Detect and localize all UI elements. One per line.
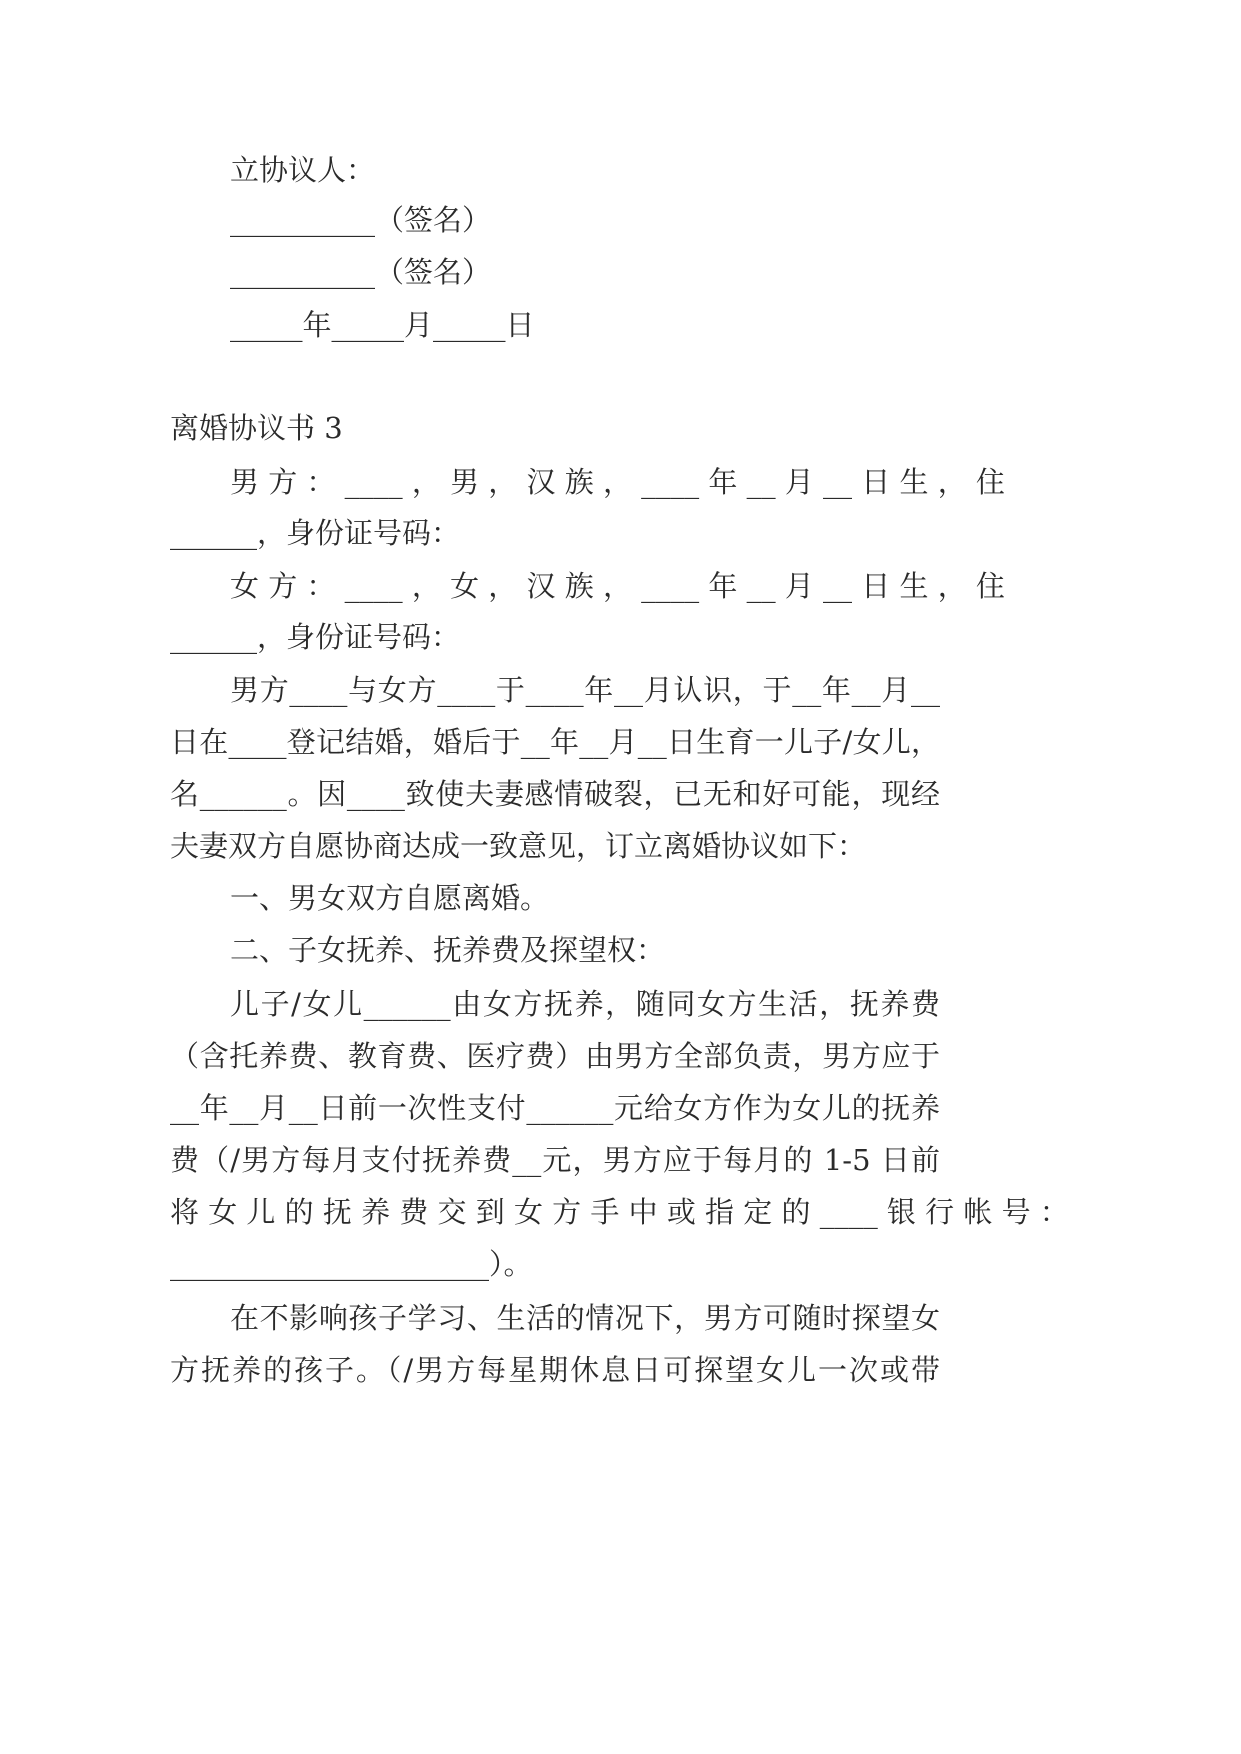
intro-line: 名______。因____致使夫妻感情破裂，已无和好可能，现经 xyxy=(170,777,940,811)
custody-line: （含托养费、教育费、医疗费）由男方全部负责，男方应于 xyxy=(170,1039,940,1073)
intro-line: 日在____登记结婚，婚后于__年__月__日生育一儿子/女儿， xyxy=(170,725,940,759)
woman-info-line-1: 女 方 ： ____ ， 女 ， 汉 族 ， ____ 年 __ 月 __ 日 生 ， 住 xyxy=(230,569,1005,603)
woman-info-line-2: ______，身份证号码： xyxy=(170,620,461,654)
custody-line: 费（/男方每月支付抚养费__元，男方应于每月的 1-5 日前 xyxy=(170,1143,940,1177)
custody-line: __年__月__日前一次性支付______元给女方作为女儿的抚养 xyxy=(170,1091,940,1125)
man-info-line-1: 男 方 ： ____ ， 男 ， 汉 族 ， ____ 年 __ 月 __ 日 生 ， 住 xyxy=(230,465,1005,499)
visitation-line: 在不影响孩子学习、生活的情况下，男方可随时探望女 xyxy=(230,1301,940,1335)
clause-child-custody-heading: 二、子女抚养、抚养费及探望权： xyxy=(230,933,666,967)
clause-voluntary-divorce: 一、男女双方自愿离婚。 xyxy=(230,881,550,915)
signature-line-1: __________（签名） xyxy=(230,203,492,237)
signatory-label: 立协议人： xyxy=(230,153,376,187)
signature-line-2: __________（签名） xyxy=(230,255,492,289)
custody-line: ______________________）。 xyxy=(170,1247,533,1281)
intro-line: 男方____与女方____于____年__月认识，于__年__月__ xyxy=(230,673,940,707)
custody-line: 将 女 儿 的 抚 养 费 交 到 女 方 手 中 或 指 定 的 ____ 银 行 帐 号 ： xyxy=(170,1195,1069,1229)
visitation-line: 方抚养的孩子。（/男方每星期休息日可探望女儿一次或带 xyxy=(170,1353,940,1387)
signature-date-line: _____年_____月_____日 xyxy=(230,308,535,342)
agreement-title: 离婚协议书 3 xyxy=(170,411,343,445)
man-info-line-2: ______，身份证号码： xyxy=(170,516,461,550)
custody-line: 儿子/女儿______由女方抚养，随同女方生活，抚养费 xyxy=(230,987,940,1021)
intro-line: 夫妻双方自愿协商达成一致意见，订立离婚协议如下： xyxy=(170,829,867,863)
